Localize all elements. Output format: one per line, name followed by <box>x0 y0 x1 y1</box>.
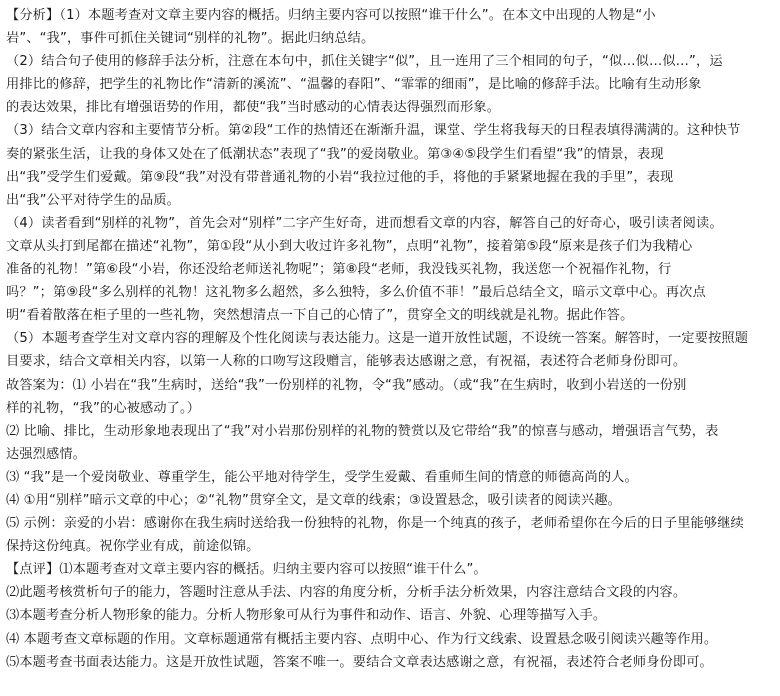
text-line: 准备的礼物！”第⑥段“小岩，你还没给老师送礼物呢”；第⑧段“老师，我没钱买礼物，我送您一个祝福作礼物，行 <box>6 262 672 278</box>
text-line: ⑵此题考核赏析句子的能力，答题时注意从手法、内容的角度分析，分析手法分析效果，内容注意结合文段的内容。 <box>6 585 687 601</box>
text-line: ⑵ 比喻、排比，生动形象地表现出了“我”对小岩那份别样的礼物的赞赏以及它带给“我”的惊喜与感动，增强语言气势，表 <box>6 423 719 439</box>
text-line: 目要求，结合文章相关内容，以第一人称的口吻写这段赠言，能够表达感谢之意，有祝福，表述符合老师身份即可。 <box>6 354 687 370</box>
text-line: 用排比的修辞，把学生的礼物比作“清新的溪流”、“温馨的春阳”、“霏霏的细雨”，是比喻的修辞手法。比喻有生动形象 <box>6 77 702 93</box>
text-line: ⑸ 示例：亲爱的小岩：感谢你在我生病时送给我一份独特的礼物，你是一个纯真的孩子，老师希望你在今后的日子里能够继续 <box>6 516 744 532</box>
text-line: 吗？”；第⑨段“多么别样的礼物！这礼物多么超然，多么独特，多么价值不菲！”最后总结全文，暗示文章中心。再次点 <box>6 285 706 301</box>
text-line: 【分析】（1）本题考查对文章主要内容的概括。归纳主要内容可以按照“谁干什么”。在本文中出现的人物是“小 <box>6 8 656 23</box>
text-line: （2）结合句子使用的修辞手法分析，注意在本句中，抓住关键字“似”，且一连用了三个相同的句子，“似…似…似…”，运 <box>6 54 723 70</box>
text-line: 奏的紧张生活，让我的身体又处在了低潮状态”表现了“我”的爱岗敬业。第③④⑤段学生们看望“我”的情景，表现 <box>6 146 664 162</box>
text-line: 保持这份纯真。祝你学业有成，前途似锦。 <box>6 539 260 555</box>
text-line: （4）读者看到“别样的礼物”，首先会对“别样”二字产生好奇，进而想看文章的内容，解答自己的好奇心，吸引读者阅读。 <box>6 215 723 231</box>
text-line: ⑶本题考查分析人物形象的能力。分析人物形象可从行为事件和动作、语言、外貌、心理等描写入手。 <box>6 608 607 624</box>
text-line: 达强烈感情。 <box>6 446 87 462</box>
text-line: 出“我”受学生们爱戴。第⑨段“我”对没有带普通礼物的小岩“我拉过他的手，将他的手紧紧地握在我的手里”，表现 <box>6 169 674 185</box>
text-line: 故答案为：⑴ 小岩在“我”生病时，送给“我”一份别样的礼物，令“我”感动。（或“我”在生病时，收到小岩送的一份别 <box>6 377 687 393</box>
text-line: 样的礼物，“我”的心被感动了。） <box>6 400 201 416</box>
text-line: ⑷ ①用“别样”暗示文章的中心；②“礼物”贯穿全文，是文章的线索；③设置悬念，吸引读者的阅读兴趣。 <box>6 492 622 508</box>
text-line: ⑸本题考查书面表达能力。这是开放性试题，答案不唯一。要结合文章表达感谢之意，有祝福，表述符合老师身份即可。 <box>6 654 713 670</box>
text-line: 【点评】⑴本题考查对文章主要内容的概括。归纳主要内容可以按照“谁干什么”。 <box>6 562 487 578</box>
text-line: 岩”、“我”，事件可抓住关键词“别样的礼物”。据此归纳总结。 <box>6 31 375 47</box>
text-line: 的表达效果，排比有增强语势的作用，都使“我”当时感动的心情表达得强烈而形象。 <box>6 100 501 116</box>
text-line: 出“我”公平对待学生的品质。 <box>6 192 181 208</box>
text-line: 文章从头打到尾都在描述“礼物”，第①段“从小到大收过许多礼物”，点明“礼物”，接着第⑤段“原来是孩子们为我精心 <box>6 238 693 254</box>
text-line: （3）结合文章内容和主要情节分析。第②段“工作的热情还在渐渐升温，课堂、学生将我每天的日程表填得满满的。这种快节 <box>6 123 741 139</box>
text-line: ⑶ “我”是一个爱岗敬业、尊重学生，能公平地对待学生，受学生爱戴、看重师生间的情意的师德高尚的人。 <box>6 469 638 485</box>
text-line: ⑷ 本题考查文章标题的作用。文章标题通常有概括主要内容、点明中心、作为行文线索、设置悬念吸引阅读兴趣等作用。 <box>6 631 718 647</box>
text-line: （5）本题考查学生对文章内容的理解及个性化阅读与表达能力。这是一道开放性试题，不设统一答案。解答时，一定要按照题 <box>6 331 749 347</box>
text-line: 明“看着散落在柜子里的一些礼物，突然想清点一下自己的心情了”，贯穿全文的明线就是礼物。据此作答。 <box>6 308 634 324</box>
